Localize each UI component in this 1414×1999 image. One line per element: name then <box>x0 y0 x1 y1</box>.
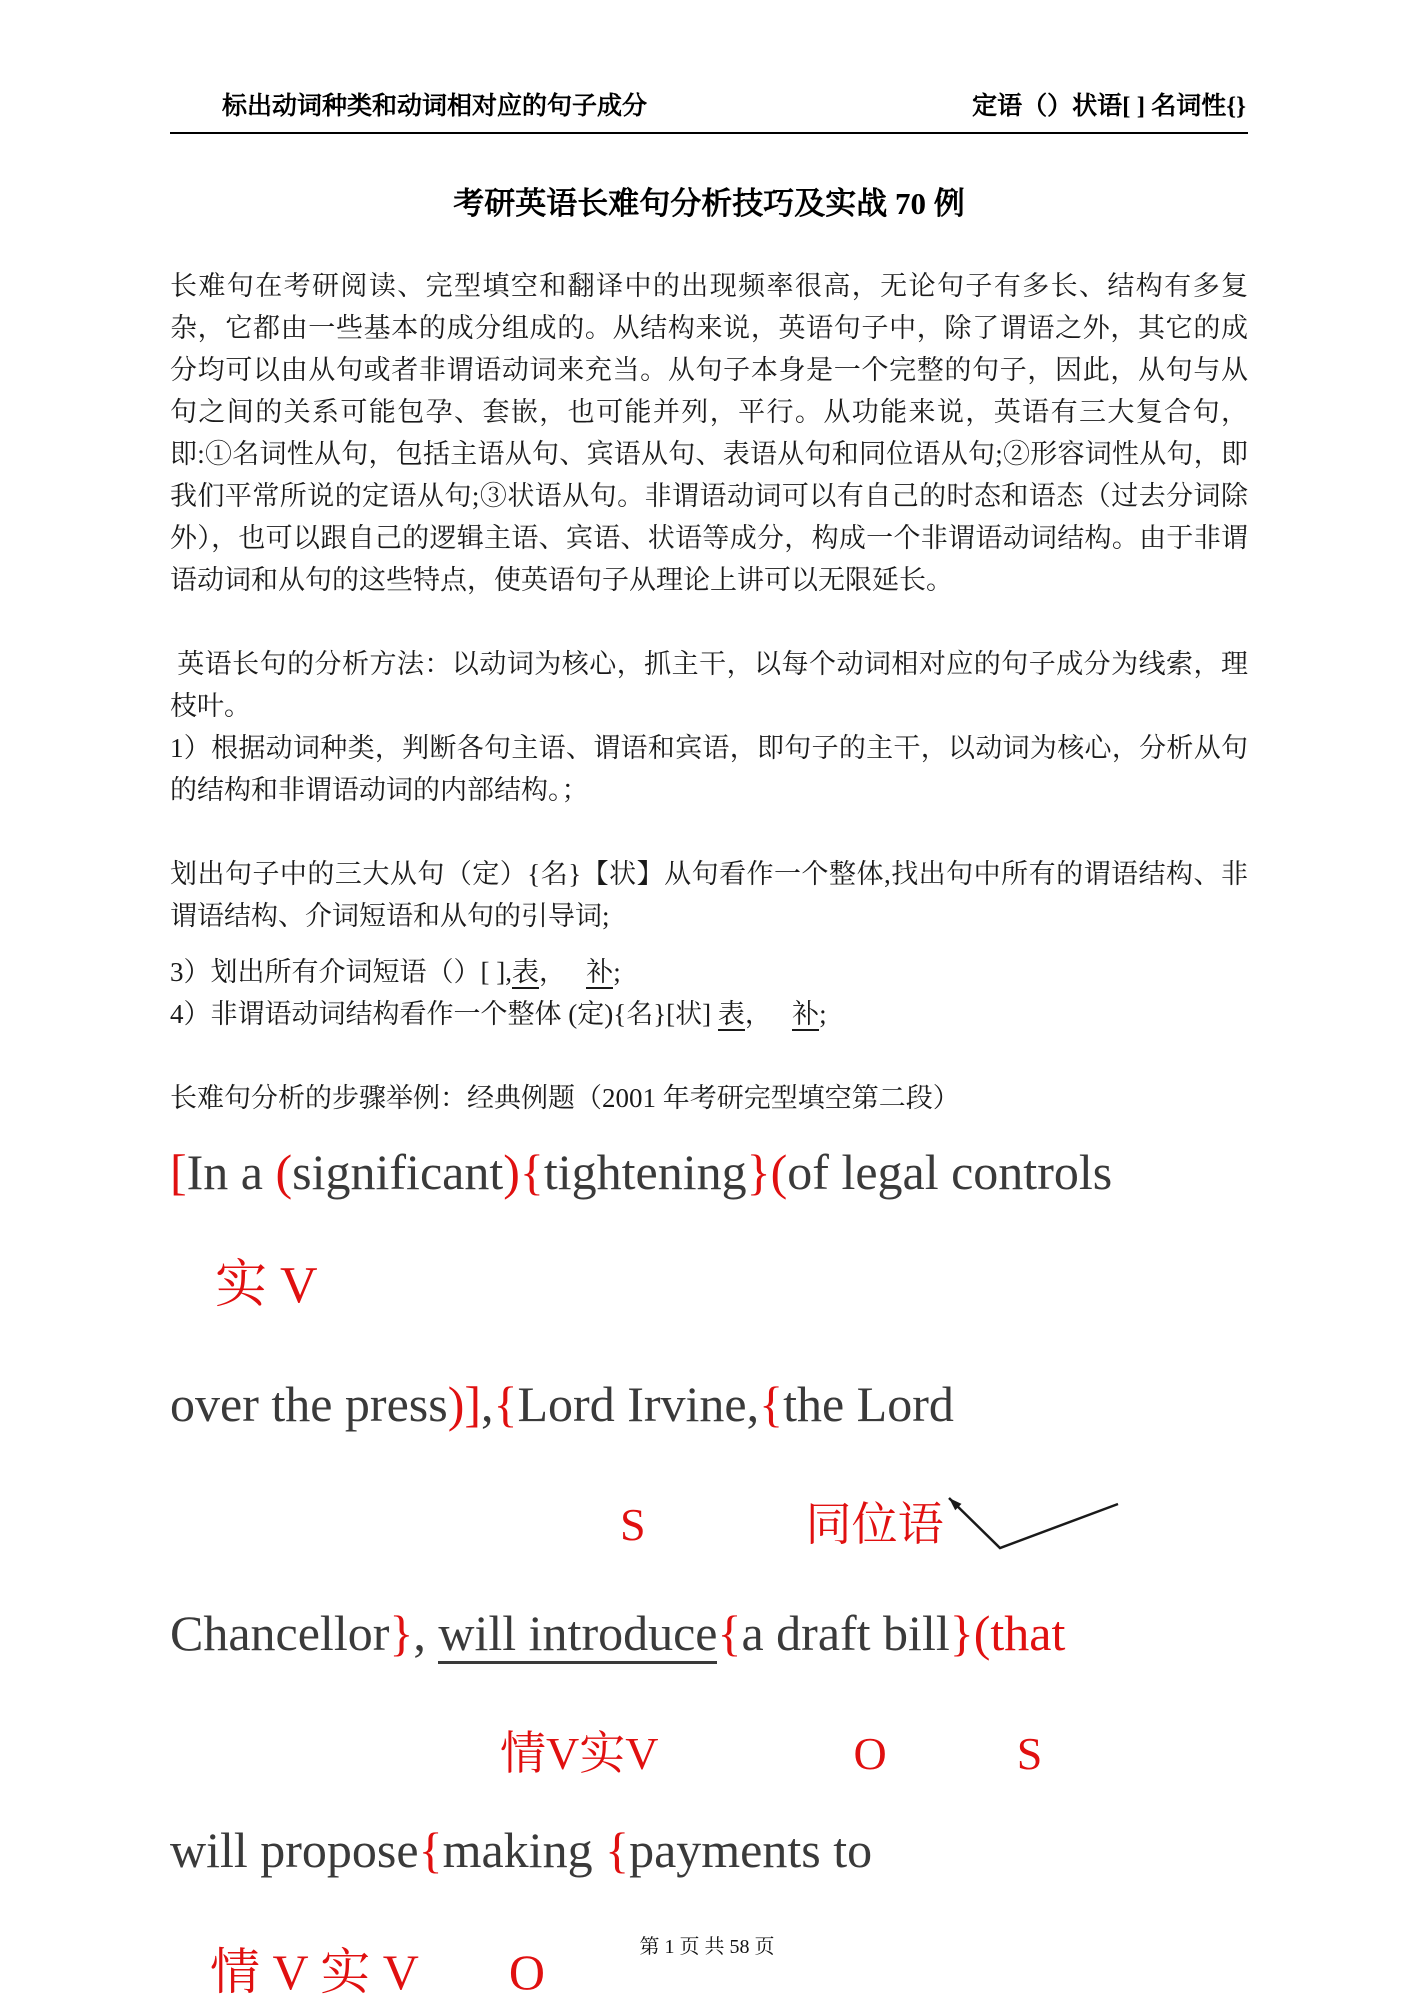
predicate-underlined: will introduce <box>438 1605 717 1664</box>
page-number-footer: 第 1 页 共 58 页 <box>639 1936 775 1958</box>
predicative-underlined: 表 <box>511 957 539 987</box>
step-3: 3）划出所有介词短语（）[ ],表， 补; <box>170 957 621 987</box>
annotation-line-1 <box>170 1242 1248 1317</box>
step-3-text: 3）划出所有介词短语（）[ ], <box>170 957 512 987</box>
sentence-line-4: will propose{making {payments to <box>170 1822 873 1878</box>
step-4: 4）非谓语动词结构看作一个整体 (定){名}[状] 表， 补; <box>170 999 827 1029</box>
modal-verb-label: 情 V 实 V <box>210 1944 419 1999</box>
clause-note: 划出句子中的三大从句（定）{名}【状】从句看作一个整体,找出句中所有的谓语结构、非谓语结构、介词短语和从句的引导词; <box>170 859 1248 931</box>
sentence-line-3: Chancellor}, will introduce{a draft bill}(that <box>170 1606 1248 1661</box>
page-header <box>170 86 1248 134</box>
example-caption: 长难句分析的步骤举例：经典例题（2001 年考研完型填空第二段） <box>170 1083 960 1113</box>
document-title: 考研英语长难句分析技巧及实战 70 例 <box>453 186 965 221</box>
predicative-underlined: 表 <box>717 999 745 1029</box>
complement-underlined: 补 <box>586 957 614 987</box>
example-sentence-analysis <box>170 1145 1248 1999</box>
subject-label: S <box>1016 1728 1043 1779</box>
antecedent-arrow-icon <box>935 1488 1125 1559</box>
complement-underlined: 补 <box>792 999 820 1029</box>
header-instruction: 标出动词种类和动词相对应的句子成分 <box>222 93 648 120</box>
sentence-line-2: over the press)],{Lord Irvine,{the Lord <box>170 1376 954 1432</box>
object-label: O <box>508 1944 545 1999</box>
header-bracket-legend: 定语（）状语[ ] 名词性{} <box>972 93 1246 120</box>
annotation-line-3 <box>170 1717 1248 1783</box>
sentence-line-1: [In a (significant){tightening}(of legal controls <box>170 1144 1113 1200</box>
object-label: O <box>853 1728 887 1779</box>
modal-verb-label: 情V实V <box>500 1728 659 1779</box>
intro-paragraph: 长难句在考研阅读、完型填空和翻译中的出现频率很高，无论句子有多长、结构有多复杂，它都由一些基本的成分组成的。从结构来说，英语句子中，除了谓语之外，其它的成分均可以由从句或者非谓语动词来充当。从句子本身是一个完整的句子，因此，从句与从句之间的关系可能包孕、套嵌，也可能并列，平行。从功能来说，英语有三大复合句，即:①名词性从句，包括主语从句、宾语从句、表语从句和同位语从句;②形容词性从句，即我们平常所说的定语从句;③状语从句。非谓语动词可以有自己的时态和语态（过去分词除外），也可以跟自己的逻辑主语、宾语、状语等成分，构成一个非谓语动词结构。由于非谓语动词和从句的这些特点，使英语句子从理论上讲可以无限延长。 <box>170 271 1248 595</box>
appositive-label: 同位语 <box>805 1499 944 1550</box>
method-paragraph: 英语长句的分析方法：以动词为核心，抓主干，以每个动词相对应的句子成分为线索，理枝叶。 <box>170 649 1248 721</box>
verb-label-shi-v: 实 V <box>215 1257 318 1314</box>
step-4-text: 4）非谓语动词结构看作一个整体 (定){名}[状] <box>170 999 718 1029</box>
subject-label: S <box>620 1499 646 1550</box>
step-1: 1）根据动词种类，判断各句主语、谓语和宾语，即句子的主干，以动词为核心，分析从句的结构和非谓语动词的内部结构。； <box>170 733 1248 805</box>
